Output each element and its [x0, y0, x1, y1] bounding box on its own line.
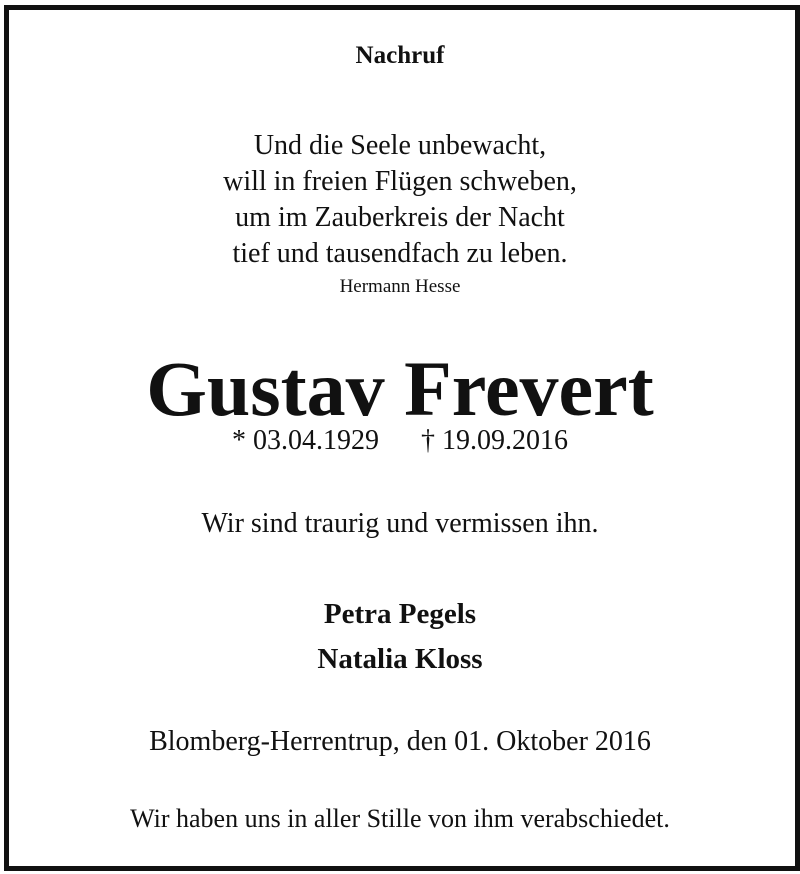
place-and-date: Blomberg-Herrentrup, den 01. Oktober 2016 [149, 726, 651, 757]
verse-line: Und die Seele unbewacht, [253, 130, 547, 161]
verse-author: Hermann Hesse [339, 276, 461, 297]
life-dates [0, 425, 800, 457]
death-date: † 19.09.2016 [421, 425, 568, 456]
signer-name: Natalia Kloss [317, 643, 483, 675]
birth-date: * 03.04.1929 [232, 425, 379, 456]
farewell-note: Wir haben uns in aller Stille von ihm verabschiedet. [130, 804, 670, 833]
verse-line: will in freien Flügen schweben, [223, 166, 577, 197]
signer-name: Petra Pegels [323, 598, 477, 630]
verse-line: tief und tausendfach zu leben. [232, 238, 568, 269]
verse-line: um im Zauberkreis der Nacht [235, 202, 565, 233]
mourning-text: Wir sind traurig und vermissen ihn. [201, 508, 599, 539]
obituary-heading: Nachruf [355, 42, 445, 69]
deceased-name: Gustav Frevert [146, 345, 654, 432]
